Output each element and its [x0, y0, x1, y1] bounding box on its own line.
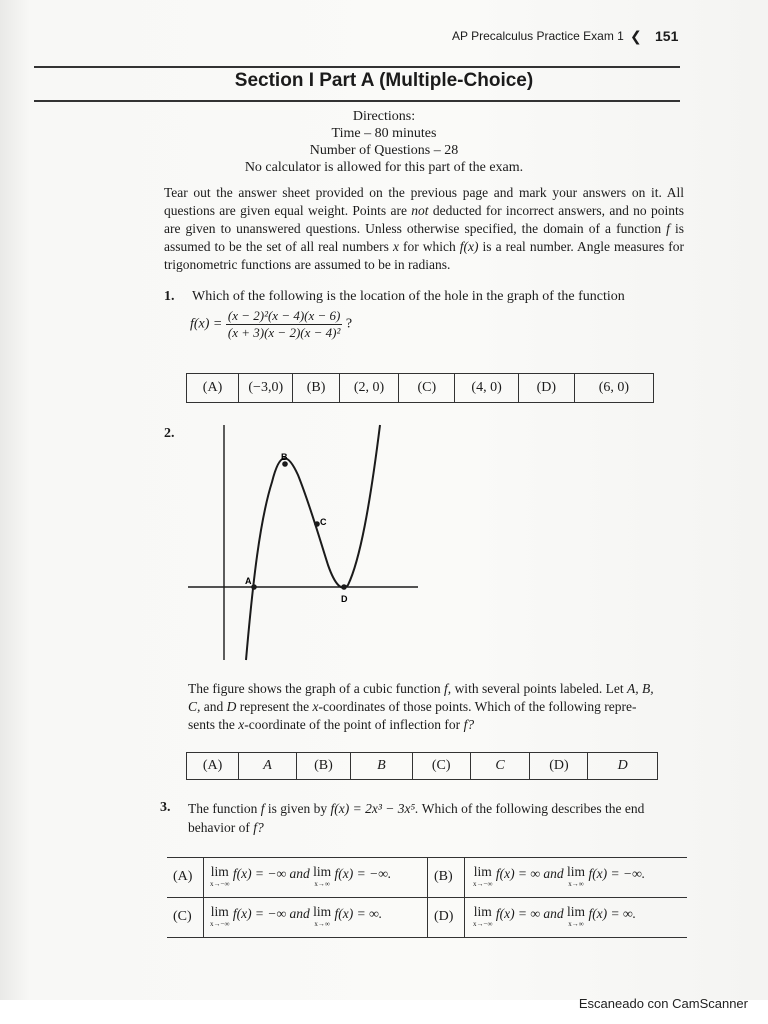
q2-var: C, — [188, 699, 201, 714]
formula-denominator: (x + 3)(x − 2)(x − 4)² — [227, 325, 341, 340]
lim-text: lim — [473, 864, 492, 879]
q2-choice-d-label[interactable]: (D) — [530, 753, 588, 779]
q3-choice-c[interactable] — [210, 906, 382, 930]
q3-choice-a-label[interactable]: (A) — [173, 869, 193, 884]
point-label-d: D — [341, 594, 348, 604]
instructions-text: is assumed to be the set of all real numbers — [164, 221, 684, 254]
limit-operator — [473, 906, 492, 930]
limit-expression: f(x) = ∞ and — [495, 906, 564, 921]
q3-var: f — [260, 801, 265, 816]
instructions-line-1: Tear out the answer sheet provided on the previous page and mark your answers on it. — [164, 185, 662, 200]
instructions-emphasis: not — [411, 203, 429, 218]
limit-expression: f(x) = −∞ and — [232, 866, 310, 881]
lim-text: lim — [210, 864, 229, 879]
lim-text: lim — [567, 904, 586, 919]
q2-var: A, B, — [627, 681, 654, 696]
cubic-curve — [246, 425, 380, 660]
lim-sub: x→−∞ — [210, 880, 230, 888]
directions-time: Time – 80 minutes — [331, 126, 437, 141]
q3-choice-b[interactable] — [473, 866, 645, 890]
lim-text: lim — [313, 864, 332, 879]
q3-grid-divider — [464, 857, 465, 937]
lim-text: lim — [473, 904, 492, 919]
q1-choice-a-label[interactable]: (A) — [187, 374, 239, 402]
q3-choice-a[interactable] — [210, 866, 391, 890]
q1-choice-d-value[interactable]: (6, 0) — [574, 374, 653, 402]
q3-text: Which of the following describes the end — [421, 801, 645, 816]
limit-expression: f(x) = −∞. — [588, 866, 646, 881]
q3-text: is given by — [267, 801, 328, 816]
q2-text: and — [203, 699, 224, 714]
question-2-choices — [186, 753, 658, 779]
q2-text: represent the — [239, 699, 310, 714]
q3-formula: f(x) = 2x³ − 3x⁵. — [330, 801, 419, 816]
q2-var: D — [226, 699, 237, 714]
lim-sub: x→∞ — [568, 880, 584, 888]
lim-sub: x→∞ — [314, 920, 330, 928]
q1-choice-a-value[interactable]: (−3,0) — [239, 374, 293, 402]
q1-choice-b-label[interactable]: (B) — [293, 374, 339, 402]
q2-text: -coordinate of the point of inflection for — [244, 717, 461, 732]
q3-grid-divider — [203, 857, 204, 937]
point-label-c: C — [320, 517, 327, 527]
q2-text: sents the — [188, 717, 235, 732]
point-label-b: B — [281, 452, 288, 462]
limit-operator — [567, 906, 585, 930]
formula-lhs: f(x) = — [190, 316, 223, 332]
q2-choices-bottom-border — [186, 779, 658, 780]
q1-choices-bottom-border — [186, 402, 654, 403]
directions-heading: Directions: — [352, 109, 416, 124]
lim-sub: x→−∞ — [473, 880, 493, 888]
page-number: 151 — [655, 28, 679, 44]
q2-var: x — [238, 717, 245, 732]
point-c — [314, 521, 320, 527]
q2-var: f? — [463, 717, 475, 732]
formula-fraction — [226, 308, 343, 341]
lim-sub: x→−∞ — [473, 920, 493, 928]
instructions-text: is a real number. Angle measures for trigonometric functions are assumed to be in radians. — [164, 239, 685, 272]
q2-choice-d-value[interactable]: D — [588, 753, 658, 779]
point-d — [341, 584, 347, 590]
cubic-function-graph — [180, 420, 430, 665]
lim-sub: x→∞ — [314, 880, 330, 888]
lim-text: lim — [567, 864, 586, 879]
question-2-text — [188, 680, 684, 734]
q3-text: behavior of — [188, 820, 250, 835]
q2-text: The figure shows the graph of a cubic function — [188, 681, 441, 696]
q3-grid-divider — [427, 857, 428, 937]
instructions-paragraph — [164, 184, 684, 274]
instructions-var: f(x) — [459, 239, 479, 254]
q2-choice-c-label[interactable]: (C) — [412, 753, 470, 779]
instructions-text: All questions are given equal weight. Points are — [164, 185, 685, 218]
q3-choice-d[interactable] — [473, 906, 636, 930]
scanner-watermark: Escaneado con CamScanner — [578, 996, 748, 1011]
question-1-formula — [190, 308, 352, 341]
question-3-number: 3. — [160, 800, 171, 815]
q3-choice-b-label[interactable]: (B) — [434, 869, 453, 884]
limit-operator — [210, 866, 229, 890]
formula-question-mark: ? — [345, 316, 353, 332]
limit-expression: f(x) = ∞ and — [495, 866, 564, 881]
point-a — [251, 584, 257, 590]
q2-text: -coordinates of those points. Which of the following repre- — [318, 699, 637, 714]
instructions-var: x — [392, 239, 399, 254]
q2-text: with several points labeled. Let — [454, 681, 624, 696]
limit-expression: f(x) = −∞ and — [232, 906, 310, 921]
top-rule — [34, 66, 680, 68]
lim-sub: x→−∞ — [210, 920, 230, 928]
point-label-a: A — [245, 576, 252, 586]
lim-text: lim — [313, 904, 332, 919]
question-2-number: 2. — [164, 426, 175, 441]
lim-sub: x→∞ — [568, 920, 584, 928]
q3-text: The function — [188, 801, 258, 816]
directions-calculator: No calculator is allowed for this part of the exam. — [244, 160, 524, 175]
chevron-left-icon: ❮ — [630, 28, 642, 44]
limit-operator — [313, 906, 331, 930]
q2-var: f, — [444, 681, 452, 696]
title-underline — [34, 100, 680, 102]
q2-var: x — [312, 699, 319, 714]
q3-grid-bottom-border — [167, 937, 687, 938]
q2-choice-b-value[interactable]: B — [351, 753, 413, 779]
lim-text: lim — [210, 904, 229, 919]
section-title: Section I Part A (Multiple-Choice) — [234, 70, 534, 91]
q2-choice-a-label[interactable]: (A) — [187, 753, 239, 779]
q2-choice-b-label[interactable]: (B) — [296, 753, 350, 779]
limit-operator — [473, 866, 492, 890]
limit-expression: f(x) = ∞. — [334, 906, 383, 921]
instructions-text: for which — [402, 239, 456, 254]
q3-choice-d-label[interactable]: (D) — [434, 909, 454, 924]
limit-operator — [210, 906, 229, 930]
limit-expression: f(x) = −∞. — [334, 866, 392, 881]
instructions-text: deducted for incorrect answers, and no points are given to unanswered questions. Unless otherwise specified, the domain of a function — [164, 203, 684, 236]
question-1-text: Which of the following is the location of the hole in the graph of the function — [192, 289, 625, 304]
q2-choice-c-value[interactable]: C — [470, 753, 530, 779]
q1-choice-b-value[interactable]: (2, 0) — [339, 374, 399, 402]
directions-question-count: Number of Questions – 28 — [309, 143, 459, 158]
q1-choice-d-label[interactable]: (D) — [518, 374, 574, 402]
q1-choice-c-label[interactable]: (C) — [399, 374, 455, 402]
formula-numerator: (x − 2)²(x − 4)(x − 6) — [227, 308, 341, 323]
instructions-var: f — [666, 221, 670, 236]
question-3-text — [188, 799, 688, 837]
question-1-number: 1. — [164, 289, 175, 304]
limit-operator — [313, 866, 331, 890]
q3-choice-c-label[interactable]: (C) — [173, 909, 192, 924]
question-1-choices — [186, 374, 654, 402]
limit-operator — [567, 866, 585, 890]
running-header: AP Precalculus Practice Exam 1 — [452, 29, 624, 43]
q2-choice-a-value[interactable]: A — [239, 753, 297, 779]
q3-var: f? — [253, 820, 264, 835]
q1-choice-c-value[interactable]: (4, 0) — [455, 374, 519, 402]
point-b — [282, 461, 288, 467]
limit-expression: f(x) = ∞. — [588, 906, 637, 921]
